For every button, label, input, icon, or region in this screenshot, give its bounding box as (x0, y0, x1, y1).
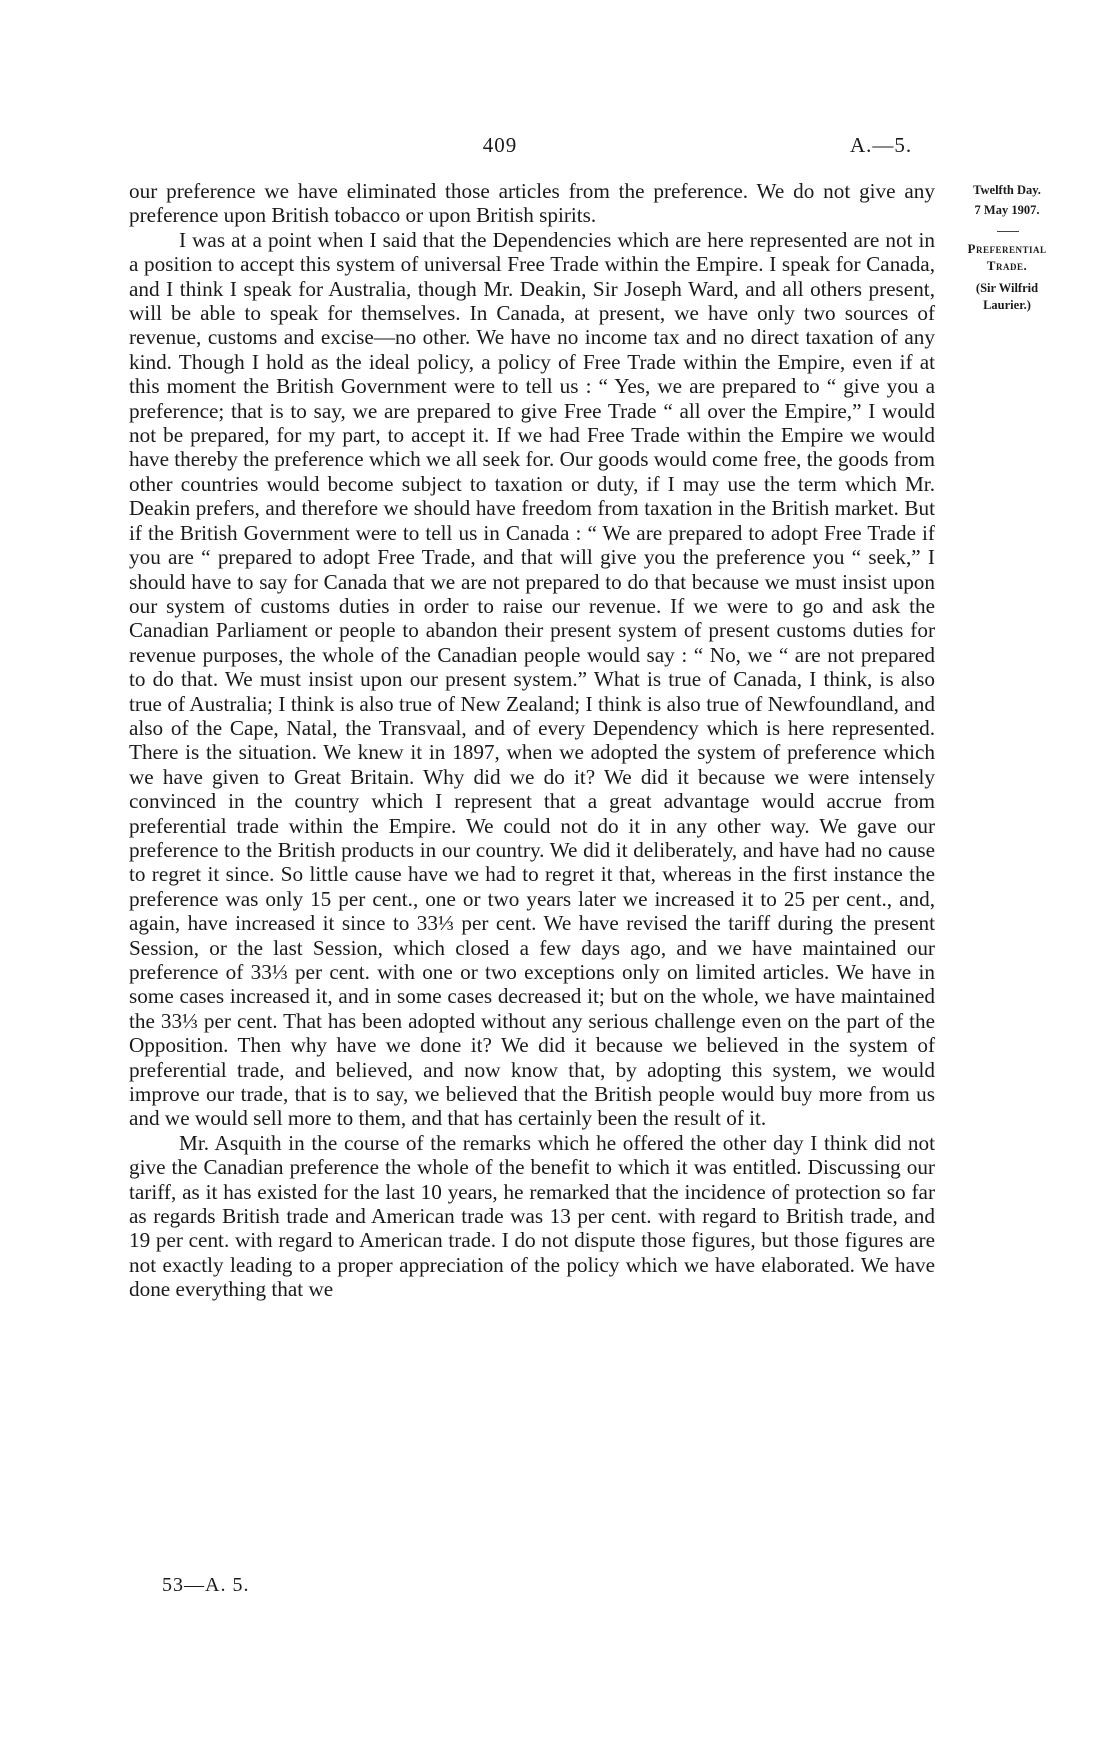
sidenote-speaker-line2: Laurier.) (983, 298, 1031, 312)
sidenote-day: Twelfth Day. (973, 183, 1041, 197)
page-number: 409 (482, 133, 518, 157)
paragraph: our preference we have eliminated those articles from the preference. We do not give any preference upon British tobacco or upon British spirits. (129, 179, 935, 228)
sidenote-speaker (956, 280, 1058, 314)
document-reference: A.—5. (850, 133, 913, 157)
body-text (129, 179, 935, 1302)
paragraph: I was at a point when I said that the Dependencies which are here represented are not in a position to accept this system of universal Free Trade within the Empire. I speak for Canada, and I think I speak for Australia, though Mr. Deakin, Sir Joseph Ward, and all others present, will be able to speak for themselves. In Canada, at present, we have only two sources of revenue, customs and excise—no other. We have no income tax and no direct taxation of any kind. Though I hold as the ideal policy, a policy of Free Trade within the Empire, even if at this moment the British Government were to tell us : “ Yes, we are prepared to “ give you a preference; that is to say, we are prepared to give Free Trade “ all over the Empire,” I would not be prepared, for my part, to accept it. If we had Free Trade within the Empire we would have thereby the preference which we all seek for. Our goods would come free, the goods from other countries would become subject to taxation or duty, if I may use the term which Mr. Deakin prefers, and therefore we should have freedom from taxation in the British market. But if the British Government were to tell us in Canada : “ We are prepared to adopt Free Trade if you are “ prepared to adopt Free Trade, and that will give you the preference you “ seek,” I should have to say for Canada that we are not prepared to do that because we must insist upon our system of customs duties in order to raise our revenue. If we were to go and ask the Canadian Parliament or people to abandon their present system of present customs duties for revenue purposes, the whole of the Canadian people would say : “ No, we “ are not prepared to do that. We must insist upon our present system.” What is true of Canada, I think, is also true of Australia; I think is also true of New Zealand; I think is also true of Newfoundland, and also of the Cape, Natal, the Transvaal, and of every Dependency which is here represented. There is the situation. We knew it in 1897, when we adopted the system of preference which we have given to Great Britain. Why did we do it? We did it because we were intensely convinced in the country which I represent that a great advantage would accrue from preferential trade within the Empire. We could not do it in any other way. We gave our preference to the British products in our country. We did it deliberately, and have had no cause to regret it since. So little cause have we had to regret it that, whereas in the first instance the preference was only 15 per cent., one or two years later we increased it to 25 per cent., and, again, have increased it since to 33⅓ per cent. We have revised the tariff during the present Session, or the last Session, which closed a few days ago, and we have maintained our preference of 33⅓ per cent. with one or two exceptions only on limited articles. We have in some cases increased it, and in some cases decreased it; but on the whole, we have maintained the 33⅓ per cent. That has been adopted without any serious challenge even on the part of the Opposition. Then why have we done it? We did it because we believed in the system of preferential trade, and believed, and now know that, by adopting this system, we would improve our trade, that is to say, we believed that the British people would buy more from us and we would sell more to them, and that has certainly been the result of it. (129, 227, 936, 1131)
footer-signature: 53—A. 5. (162, 1574, 250, 1596)
sidenote-speaker-line1: (Sir Wilfrid (975, 281, 1039, 295)
sidenote-topic-line1: Preferential (967, 241, 1047, 256)
sidenote-date: 7 May 1907. (974, 203, 1040, 217)
paragraph: Mr. Asquith in the course of the remarks which he offered the other day I think did not give the Canadian preference the whole of the benefit to which it was entitled. Discussing our tariff, as it has existed for the last 10 years, he remarked that the incidence of protection so far as regards British trade and American trade was 13 per cent. with regard to British trade, and 19 per cent. with regard to American trade. I do not dispute those figures, but those figures are not exactly leading to a proper appreciation of the policy which we have elaborated. We have done everything that we (129, 1130, 935, 1302)
sidenote-topic (956, 240, 1058, 274)
sidenote-divider (997, 231, 1019, 232)
sidenote-topic-line2: Trade. (986, 258, 1028, 273)
